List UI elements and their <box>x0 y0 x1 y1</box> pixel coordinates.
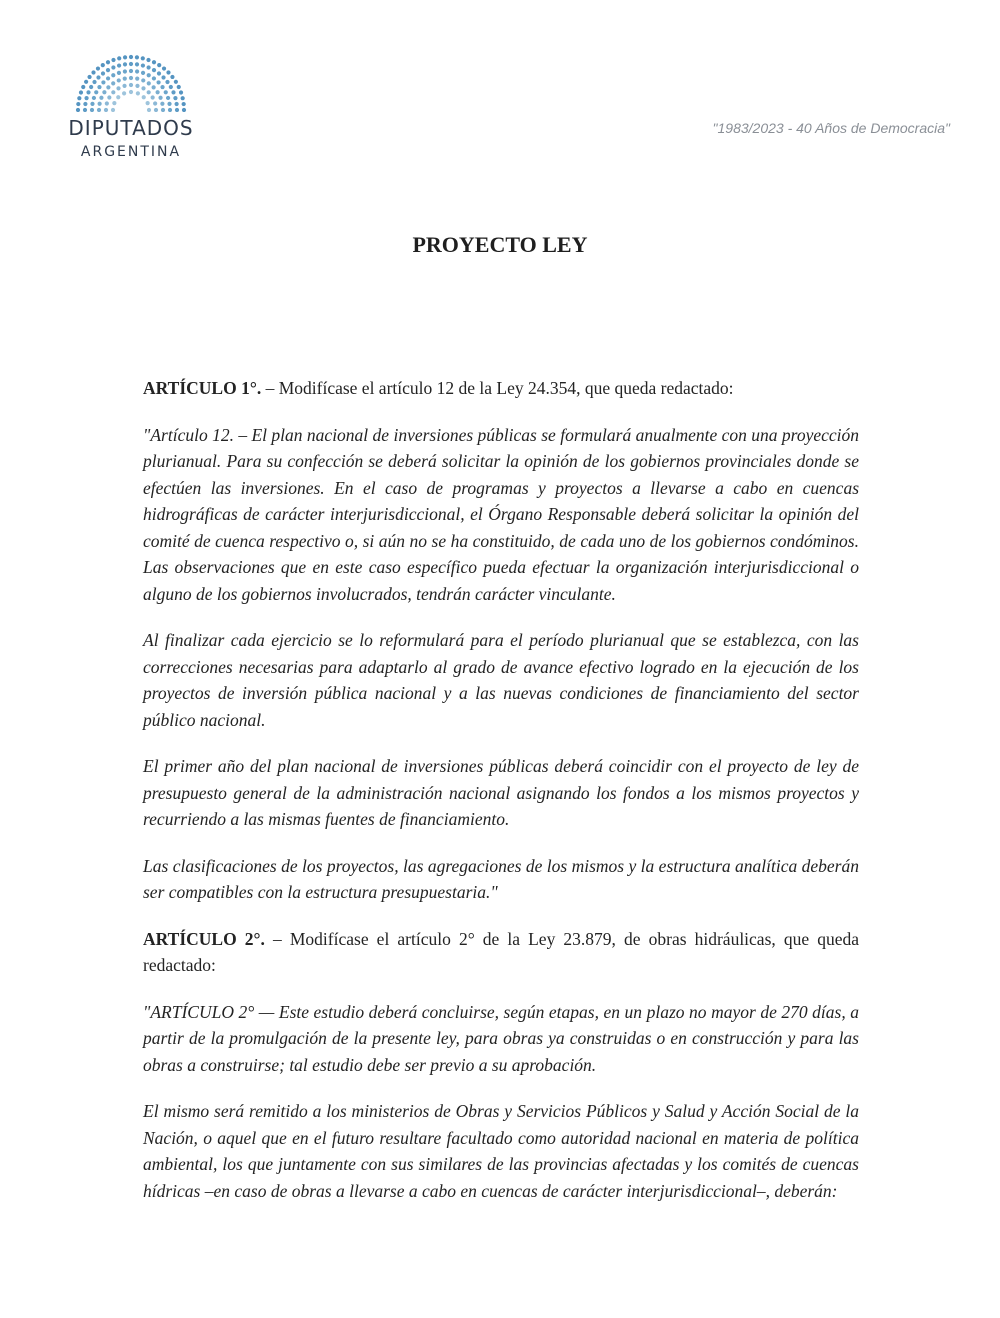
article-2-label: ARTÍCULO 2°. <box>143 928 265 949</box>
hemicycle-icon <box>66 50 196 112</box>
article-1-paragraph: El primer año del plan nacional de inversiones públicas deberá coincidir con el proyecto de ley de presupuesto general de la administración nacional asignando los fondos a los mismos proyectos y recurriendo a las mismas fuentes de financiamiento. <box>143 756 859 829</box>
article-1-paragraph: "Artículo 12. – El plan nacional de inversiones públicas se formulará anualmente con una proyección plurianual. Para su confección se deberá solicitar la opinión de los gobiernos provinciales donde se efectúen las inversiones. En el caso de programas y proyectos a llevarse a cabo en cuencas hidrográficas de carácter interjurisdiccional, el Órgano Responsable deberá solicitar la opinión del comité de cuenca respectivo o, si aún no se ha constituido, de cada uno de los gobiernos condóminos. Las observaciones que en este caso específico pueda efectuar la organización interjurisdiccional o alguno de los gobiernos involucrados, tendrán carácter vinculante. <box>143 424 859 604</box>
article-2-heading <box>143 926 859 979</box>
article-2-paragraph: El mismo será remitido a los ministerios de Obras y Servicios Públicos y Salud y Acción Social de la Nación, o aquel que en el futuro resultare facultado como autoridad nacional en materia de política ambiental, los que juntamente con sus similares de las provincias afectadas y los comités de cuencas hídricas –en caso de obras a llevarse a cabo en cuencas de carácter interjurisdiccional–, deberán: <box>143 1101 859 1201</box>
article-1-paragraph: Las clasificaciones de los proyectos, las agregaciones de los mismos y la estructura analítica deberán ser compatibles con la estructura presupuestaria." <box>143 855 859 902</box>
logo-subtitle: ARGENTINA <box>80 144 182 160</box>
document-title: PROYECTO LEY <box>412 232 588 257</box>
article-2-text: – Modifícase el artículo 2° de la Ley 23.879, de obras hidráulicas, que queda redactado: <box>143 928 859 975</box>
diputados-logo <box>56 50 206 170</box>
logo-title: DIPUTADOS <box>68 116 194 140</box>
document-body <box>143 375 859 1224</box>
article-1-text: – Modifícase el artículo 12 de la Ley 24.354, que queda redactado: <box>261 378 734 398</box>
article-1-paragraph: Al finalizar cada ejercicio se lo reformulará para el período plurianual que se establezca, con las correcciones necesarias para adaptarlo al grado de avance efectivo logrado en la ejecución de los proyectos de inversión pública nacional y a las nuevas condiciones de financiamiento del sector público nacional. <box>143 630 859 730</box>
article-2-paragraph: "ARTÍCULO 2° — Este estudio deberá concluirse, según etapas, en un plazo no mayor de 270 días, a partir de la promulgación de la presente ley, para obras ya construidas o en construcción y para las obras a construirse; tal estudio debe ser previo a su aprobación. <box>143 1001 859 1075</box>
democracy-motto: "1983/2023 - 40 Años de Democracia" <box>712 120 950 136</box>
article-1-label: ARTÍCULO 1°. <box>143 378 262 398</box>
article-1-heading <box>143 375 859 402</box>
